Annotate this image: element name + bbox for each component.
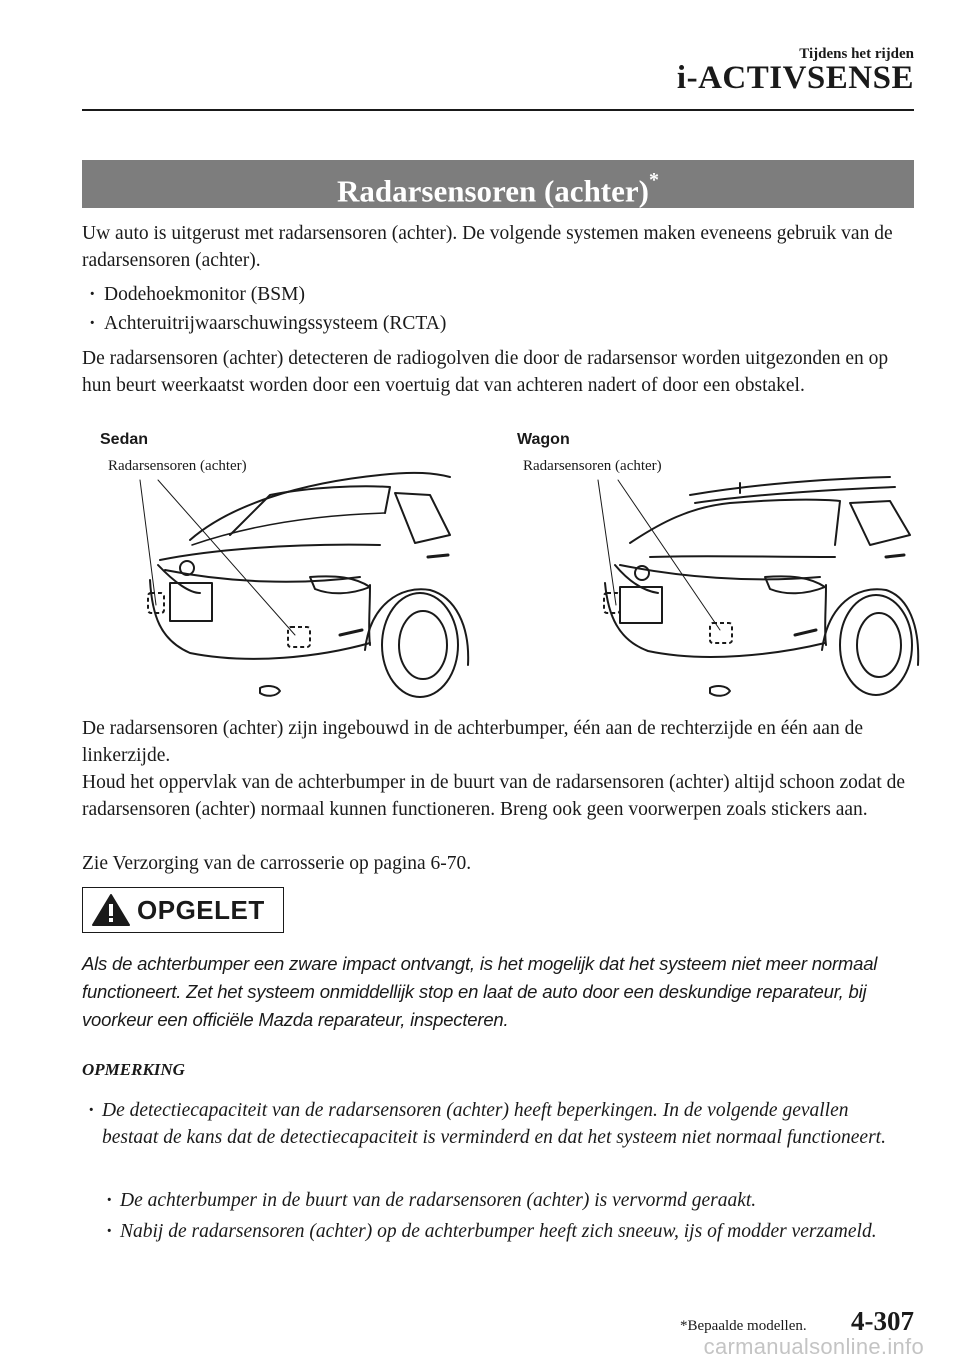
sedan-label: Sedan [100,431,149,448]
model-mark: * [648,169,659,191]
footnote: *Bepaalde modellen. [680,1318,807,1334]
chapter-title: Tijdens het rijden [799,46,914,62]
sedan-callout: Radarsensoren (achter) [108,458,247,474]
wagon-label: Wagon [517,431,570,448]
system-list [82,280,446,338]
topic-title: Radarsensoren (achter) [337,173,649,209]
note-list [82,1097,902,1151]
detection-paragraph: De radarsensoren (achter) detecteren de radiogolven die door de radarsensor worden uitgezonden en op hun beurt weerkaatst worden door een voertuig dat van achteren nadert of door een obstakel. [82,348,889,396]
note-case-list [100,1187,900,1245]
wagon-callout: Radarsensoren (achter) [523,458,662,474]
list-item: · Dodehoekmonitor (BSM) [82,280,446,309]
topic-banner [82,160,914,208]
caution-text: Als de achterbumper een zware impact ontvangt, is het mogelijk dat het systeem niet meer normaal functioneert. Zet het systeem onmiddellijk stop en laat de auto door een deskundige reparateur, bij voorkeur een officiële Mazda reparateur, inspecteren. [82,953,878,1030]
note-heading: OPMERKING [82,1060,185,1079]
caution-box [82,887,284,933]
warning-triangle-icon [91,893,131,927]
intro-paragraph: Uw auto is uitgerust met radarsensoren (achter). De volgende systemen maken eveneens gebruik van de radarsensoren (achter). [82,223,893,271]
header-divider [82,109,914,111]
list-item: · Achteruitrijwaarschuwingssysteem (RCTA) [82,309,446,338]
wagon-illustration [590,465,920,705]
section-title: i-ACTIVSENSE [676,60,914,96]
page-number: 4-307 [851,1306,914,1336]
caution-title: OPGELET [137,894,265,925]
reference-paragraph: Zie Verzorging van de carrosserie op pagina 6-70. [82,853,472,874]
list-item: · De detectiecapaciteit van de radarsensoren (achter) heeft beperkingen. In de volgende gevallen bestaat de kans dat de detectiecapaciteit is verminderd en dat het systeem niet normaal functioneert. [82,1097,902,1151]
cleaning-paragraph: Houd het oppervlak van de achterbumper in de buurt van de radarsensoren (achter) altijd schoon zodat de radarsensoren (achter) normaal kunnen functioneren. Breng ook geen voorwerpen zoals stickers aan. [82,772,906,820]
location-paragraph: De radarsensoren (achter) zijn ingebouwd in de achterbumper, één aan de rechterzijde en één aan de linkerzijde. [82,718,863,766]
sedan-illustration [130,465,470,705]
list-item: · Nabij de radarsensoren (achter) op de achterbumper heeft zich sneeuw, ijs of modder verzameld. [100,1218,900,1245]
watermark: carmanualsonline.info [703,1334,924,1359]
list-item: · De achterbumper in de buurt van de radarsensoren (achter) is vervormd geraakt. [100,1187,900,1214]
